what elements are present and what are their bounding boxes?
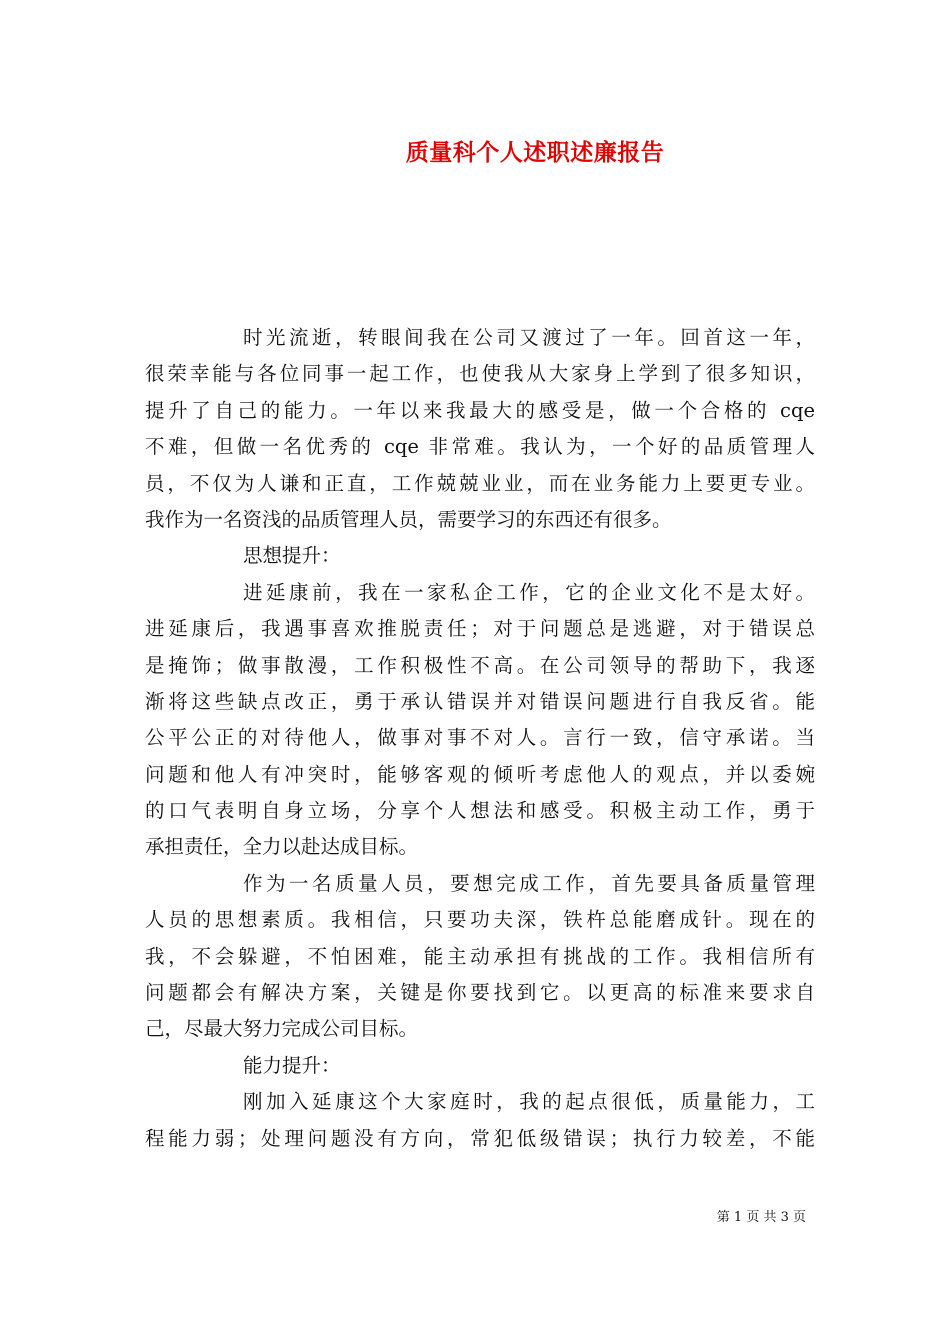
text-line: 是掩饰；做事散漫，工作积极性不高。在公司领导的帮助下，我逐 — [145, 653, 815, 677]
text-line: 己，尽最大努力完成公司目标。 — [145, 1017, 419, 1041]
text-line: 进延康前，我在一家私企工作，它的企业文化不是太好。 — [243, 580, 815, 604]
text-line: 员，不仅为人谦和正直，工作兢兢业业，而在业务能力上要更专业。 — [145, 471, 815, 495]
text-line: 承担责任，全力以赴达成目标。 — [145, 835, 419, 859]
text-line: 能力提升： — [243, 1053, 341, 1077]
text-line: 刚加入延康这个大家庭时，我的起点很低，质量能力，工 — [243, 1090, 815, 1114]
page-number: 第 1 页 共 3 页 — [716, 1210, 806, 1225]
document-title: 质量科个人述职述廉报告 — [405, 139, 665, 166]
document-body — [145, 320, 815, 1157]
text-line: 不难，但做一名优秀的 cqe 非常难。我认为，一个好的品质管理人 — [145, 435, 815, 459]
text-line: 作为一名质量人员，要想完成工作，首先要具备质量管理 — [243, 871, 815, 895]
text-line: 我作为一名资浅的品质管理人员，需要学习的东西还有很多。 — [145, 507, 672, 531]
text-line: 人员的思想素质。我相信，只要功夫深，铁杵总能磨成针。现在的 — [145, 908, 815, 932]
text-line: 提升了自己的能力。一年以来我最大的感受是，做一个合格的 cqe — [145, 398, 815, 422]
text-line: 进延康后，我遇事喜欢推脱责任；对于问题总是逃避，对于错误总 — [145, 617, 815, 641]
text-line: 渐将这些缺点改正，勇于承认错误并对错误问题进行自我反省。能 — [145, 689, 815, 713]
text-line: 我，不会躲避，不怕困难，能主动承担有挑战的工作。我相信所有 — [145, 944, 815, 968]
text-line: 问题和他人有冲突时，能够客观的倾听考虑他人的观点，并以委婉 — [145, 762, 815, 786]
text-line: 时光流逝，转眼间我在公司又渡过了一年。回首这一年， — [243, 326, 815, 349]
text-line: 思想提升： — [243, 544, 341, 568]
text-line: 问题都会有解决方案，关键是你要找到它。以更高的标准来要求自 — [145, 981, 815, 1005]
text-line: 很荣幸能与各位同事一起工作，也使我从大家身上学到了很多知识， — [145, 362, 815, 386]
text-line: 程能力弱；处理问题没有方向，常犯低级错误；执行力较差，不能 — [145, 1126, 815, 1150]
text-line: 的口气表明自身立场，分享个人想法和感受。积极主动工作，勇于 — [145, 799, 815, 823]
text-line: 公平公正的对待他人，做事对事不对人。言行一致，信守承诺。当 — [145, 726, 815, 750]
